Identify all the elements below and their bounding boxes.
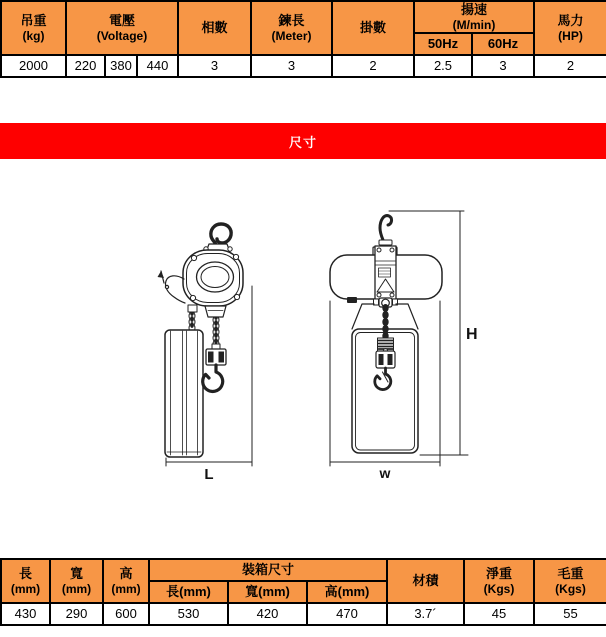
pack-header-box-length: 長(mm): [149, 581, 228, 603]
chain-length-label: 鍊長: [278, 13, 305, 28]
pack-value-net-weight: 45: [464, 603, 534, 625]
spec-value-voltage-380: 380: [105, 55, 137, 77]
electric-load-chain: [382, 304, 388, 340]
width-unit: (mm): [61, 581, 92, 596]
net-weight-unit: (Kgs): [483, 581, 515, 596]
pack-header-height: [103, 559, 149, 603]
pack-value-box-height: 470: [307, 603, 387, 625]
hoist-body: [183, 244, 243, 306]
side-lever: [158, 271, 186, 303]
spec-header-falls: 掛數: [332, 1, 414, 55]
hp-label: 馬力: [557, 13, 584, 28]
pack-header-box-width: 寬(mm): [228, 581, 307, 603]
length-label: 長: [18, 566, 32, 581]
height-unit: (mm): [111, 581, 141, 596]
spec-header-lifting-speed: [414, 1, 534, 33]
length-unit: (mm): [10, 581, 41, 596]
capacity-label: 吊重: [20, 13, 47, 28]
pack-header-box-height: 高(mm): [307, 581, 387, 603]
pack-value-volume: 3.7´: [387, 603, 464, 625]
pack-header-gross-weight: [534, 559, 606, 603]
dimension-h: [420, 211, 478, 455]
dimension-l-label: L: [204, 466, 214, 483]
dimension-h-label: H: [466, 326, 478, 343]
pack-value-width: 290: [50, 603, 103, 625]
pack-header-length: [1, 559, 50, 603]
chain-length-unit: (Meter): [271, 28, 312, 43]
spec-value-voltage-220: 220: [66, 55, 105, 77]
hoist-dimension-drawing: [0, 160, 606, 558]
speed-label: 揚速: [460, 2, 487, 17]
dimension-l: [166, 458, 252, 483]
dimension-w-label: w: [379, 465, 391, 481]
gross-weight-unit: (Kgs): [555, 581, 586, 596]
spec-value-chain-length: 3: [251, 55, 332, 77]
body-clip: [347, 297, 357, 303]
spec-header-phase: 相數: [178, 1, 251, 55]
spec-value-horsepower: 2: [534, 55, 606, 77]
bottom-hook: [203, 365, 223, 391]
spec-header-chain-length: [251, 1, 332, 55]
bottom-hook-assembly: [203, 344, 226, 391]
hp-unit: (HP): [558, 28, 583, 43]
pack-header-volume: 材積: [387, 559, 464, 603]
size-banner-title: 尺寸: [288, 134, 317, 150]
size-banner: [0, 123, 606, 159]
chain-container: [165, 330, 203, 457]
spec-value-voltage-440: 440: [137, 55, 178, 77]
pack-header-width: [50, 559, 103, 603]
package-table: [0, 558, 606, 626]
left-hoist-drawing: [158, 224, 253, 483]
spec-header-50hz: 50Hz: [414, 33, 472, 55]
spec-value-speed-60hz: 3: [472, 55, 534, 77]
gross-weight-label: 毛重: [557, 566, 584, 581]
right-hoist-drawing: [330, 211, 478, 481]
width-label: 寬: [69, 566, 83, 581]
speed-unit: (M/min): [452, 17, 496, 32]
voltage-unit: (Voltage): [96, 28, 148, 43]
pack-value-height: 600: [103, 603, 149, 625]
spec-header-horsepower: [534, 1, 606, 55]
spec-value-phase: 3: [178, 55, 251, 77]
pack-value-box-width: 420: [228, 603, 307, 625]
capacity-unit: (kg): [22, 28, 45, 43]
center-bracket: [375, 246, 396, 299]
net-weight-label: 淨重: [486, 566, 513, 581]
spec-table: [0, 0, 606, 78]
pack-value-gross-weight: 55: [534, 603, 606, 625]
spec-header-voltage: [66, 1, 178, 55]
pack-value-box-length: 530: [149, 603, 228, 625]
spec-header-60hz: 60Hz: [472, 33, 534, 55]
pack-value-length: 430: [1, 603, 50, 625]
spec-header-capacity: [1, 1, 66, 55]
pack-header-box-size: 裝箱尺寸: [149, 559, 387, 581]
height-label: 高: [119, 566, 133, 581]
pack-header-net-weight: [464, 559, 534, 603]
spec-value-capacity: 2000: [1, 55, 66, 77]
spec-value-falls: 2: [332, 55, 414, 77]
voltage-label: 電壓: [108, 13, 135, 28]
spec-value-speed-50hz: 2.5: [414, 55, 472, 77]
